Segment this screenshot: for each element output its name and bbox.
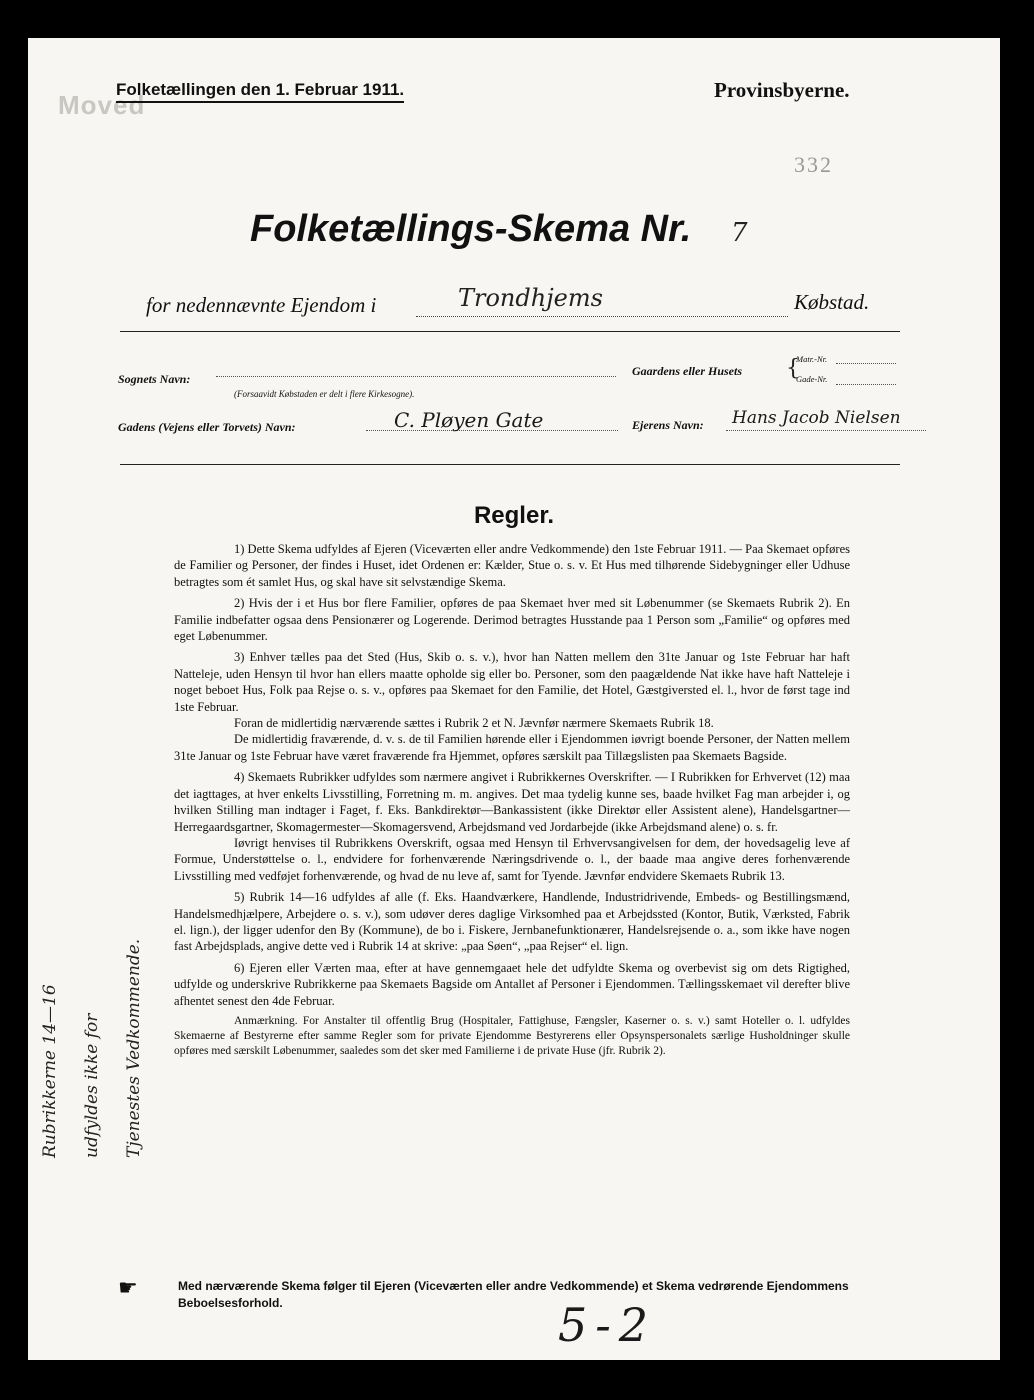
census-title: Folketællingen den 1. Februar 1911.	[116, 80, 404, 103]
rule-paragraph: 4) Skemaets Rubrikker udfyldes som nærmere angivet i Rubrikkernes Overskrifter. — I Rubrikken for Erhvervet (12) maa det iagttages, at hver enkelts Livsstilling, Forretning m. m. angives. Det maa tydelig kunne ses, baade hvilket Fag man arbejder i, og hvilken Stilling man indtager i Faget, f. Eks. Bankdirektør—Bankassistent (ikke Direktør eller Assistent alene), Handelsgartner—Herregaardsgartner, Skomagermester—Skomagersvend, Arbejdsmand ved Jordarbejde (ikke Arbejdsmand alene) o. s. fr.	[174, 770, 850, 834]
rule-paragraph: 5) Rubrik 14—16 udfyldes af alle (f. Eks. Haandværkere, Handlende, Industridrivende, Embeds- og Bestillingsmænd, Handelsmedhjælpere, Arbejdere o. s. v.), som udøver deres daglige Virksomhed paa et Arbejdssted (Kontor, Butik, Værksted, Fabrik el. lign.), der ligger udenfor den By (Kommune), de bo i. Fiskere, Jernbanefunktionærer, Handelsrejsende o. a., som ikke have nogen fast Arbejdsplads, angive dette ved i Rubrik 14 at skrive: „paa Søen“, „paa Rejser“ el. lign.	[174, 890, 850, 954]
property-label: for nedennævnte Ejendom i	[146, 293, 377, 317]
footer-notice: Med nærværende Skema følger til Ejeren (Viceværten eller andre Vedkommende) et Skema vedrørende Ejendommens Beboelsesforhold.	[178, 1279, 849, 1310]
owner-label: Ejerens Navn:	[632, 418, 704, 432]
rule-paragraph: 6) Ejeren eller Værten maa, efter at have gennemgaaet hele det udfyldte Skema og overbevist sig om dets Rigtighed, udfylde og underskrive Rubrikkerne paa Skemaets Bagside om Antallet af Personer i Ejendommen. Tællingsskemaet vil derefter blive afhentet senest den 4de Februar.	[174, 960, 850, 1008]
rule-paragraph: De midlertidig fraværende, d. v. s. de til Familien hørende eller i Ejendommen iøvrigt boende Personer, der Natten mellem 31te Januar og 1ste Februar have været fraværende fra Hjemmet, opføres særskilt paa Tillægslisten paa Skemaets Bagside.	[174, 732, 850, 763]
divider-bottom	[120, 464, 900, 465]
parish-line	[216, 376, 616, 377]
gade-line	[836, 384, 896, 385]
gade-label: Gade-Nr.	[796, 374, 828, 384]
street-value: C. Pløyen Gate	[394, 408, 544, 432]
pointing-hand-icon: ☛	[118, 1276, 138, 1301]
brace-icon: {	[786, 356, 800, 381]
rule-paragraph: 3) Enhver tælles paa det Sted (Hus, Skib o. s. v.), hvor han Natten mellem den 31te Januar og 1ste Februar har haft Natteleje, uden Hensyn til hvor han ellers maatte opholde sig eller bo. Personer, som den paagældende Nat ikke have haft Natteleje i noget beboet Hus, Folk paa Rejse o. s. v., opføres paa Skemaet for den Familie, det Hotel, Gæstgiversted el. l., hvor de først tage ind 1ste Februar.	[174, 650, 850, 714]
owner-line	[726, 430, 926, 431]
parish-label: Sognets Navn:	[118, 372, 191, 386]
margin-note-line: Tjenestes Vedkommende.	[124, 938, 144, 1158]
kobstad-label: Købstad.	[794, 290, 870, 314]
form-title: Folketællings-Skema Nr.	[250, 208, 692, 250]
rule-note: Anmærkning. For Anstalter til offentlig Brug (Hospitaler, Fattighuse, Fængsler, Kaserner o. s. v.) samt Hoteller o. l. udfyldes Skemaerne af Bestyrerne efter samme Regler som for private Ejendomme Bestyrerens eller Opsynspersonalets særlige Husholdninger skulle opføres med særskilt Løbenummer, saaledes som det sker med Familierne i de private Huse (jfr. Rubrik 2).	[174, 1014, 850, 1057]
farm-label: Gaardens eller Husets	[632, 364, 743, 378]
property-city: Trondhjems	[458, 284, 603, 312]
rules-heading: Regler.	[473, 502, 555, 529]
matr-line	[836, 363, 896, 364]
street-label: Gadens (Vejens eller Torvets) Navn:	[118, 420, 296, 434]
matr-label: Matr.-Nr.	[796, 354, 828, 364]
rule-paragraph: Iøvrigt henvises til Rubrikkens Overskrift, ogsaa med Hensyn til Erhvervsangivelsen for dem, der hovedsagelig leve af Formue, Understøttelse o. l., endvidere for forhenværende Næringsdrivende o. l., der baade maa angive deres forhenværende Livsstilling med vedføjet forhenværende, og hvad de nu leve af, samt for Tyende. Jævnfør endvidere Skemaets Rubrik 13.	[174, 835, 850, 883]
parish-note: (Forsaavidt Købstaden er delt i flere Kirkesogne).	[234, 389, 415, 399]
margin-note	[40, 878, 166, 1158]
divider-top	[120, 331, 900, 332]
property-line	[416, 316, 788, 317]
rule-paragraph: Foran de midlertidig nærværende sættes i Rubrik 2 et N. Jævnfør nærmere Skemaets Rubrik 18.	[234, 716, 714, 731]
schema-number: 7	[731, 218, 748, 248]
rules-body	[174, 541, 850, 1064]
census-form-page	[28, 38, 1000, 1360]
archive-number-stamp: 332	[794, 152, 833, 177]
ghost-stamp: Moved	[58, 90, 146, 120]
rule-paragraph: 1) Dette Skema udfyldes af Ejeren (Viceværten eller andre Vedkommende) den 1ste Februar 1911. — Paa Skemaet opføres de Familier og Personer, der findes i Huset, idet Ordenen er: Kælder, Stue o. s. v. Et Hus med tilhørende Sidebygninger eller Udhuse betragtes som ét samlet Hus, og skal have sit selvstændige Skema.	[174, 542, 850, 589]
region-label: Provinsbyerne.	[714, 78, 850, 102]
margin-note-line: udfyldes ikke for	[82, 1013, 102, 1158]
rule-paragraph: 2) Hvis der i et Hus bor flere Familier, opføres de paa Skemaet hver med sit Løbenummer (se Skemaets Rubrik 2). En Familie indbefatter ogsaa dens Pensionærer og Logerende. Derimod betragtes Husstande paa 1 Person som „Familie“ og opføres med eget Løbenummer.	[174, 596, 850, 644]
owner-value: Hans Jacob Nielsen	[732, 408, 901, 428]
margin-note-line: Rubrikkerne 14—16	[40, 984, 60, 1158]
handwritten-number: 5-2	[558, 1298, 657, 1352]
